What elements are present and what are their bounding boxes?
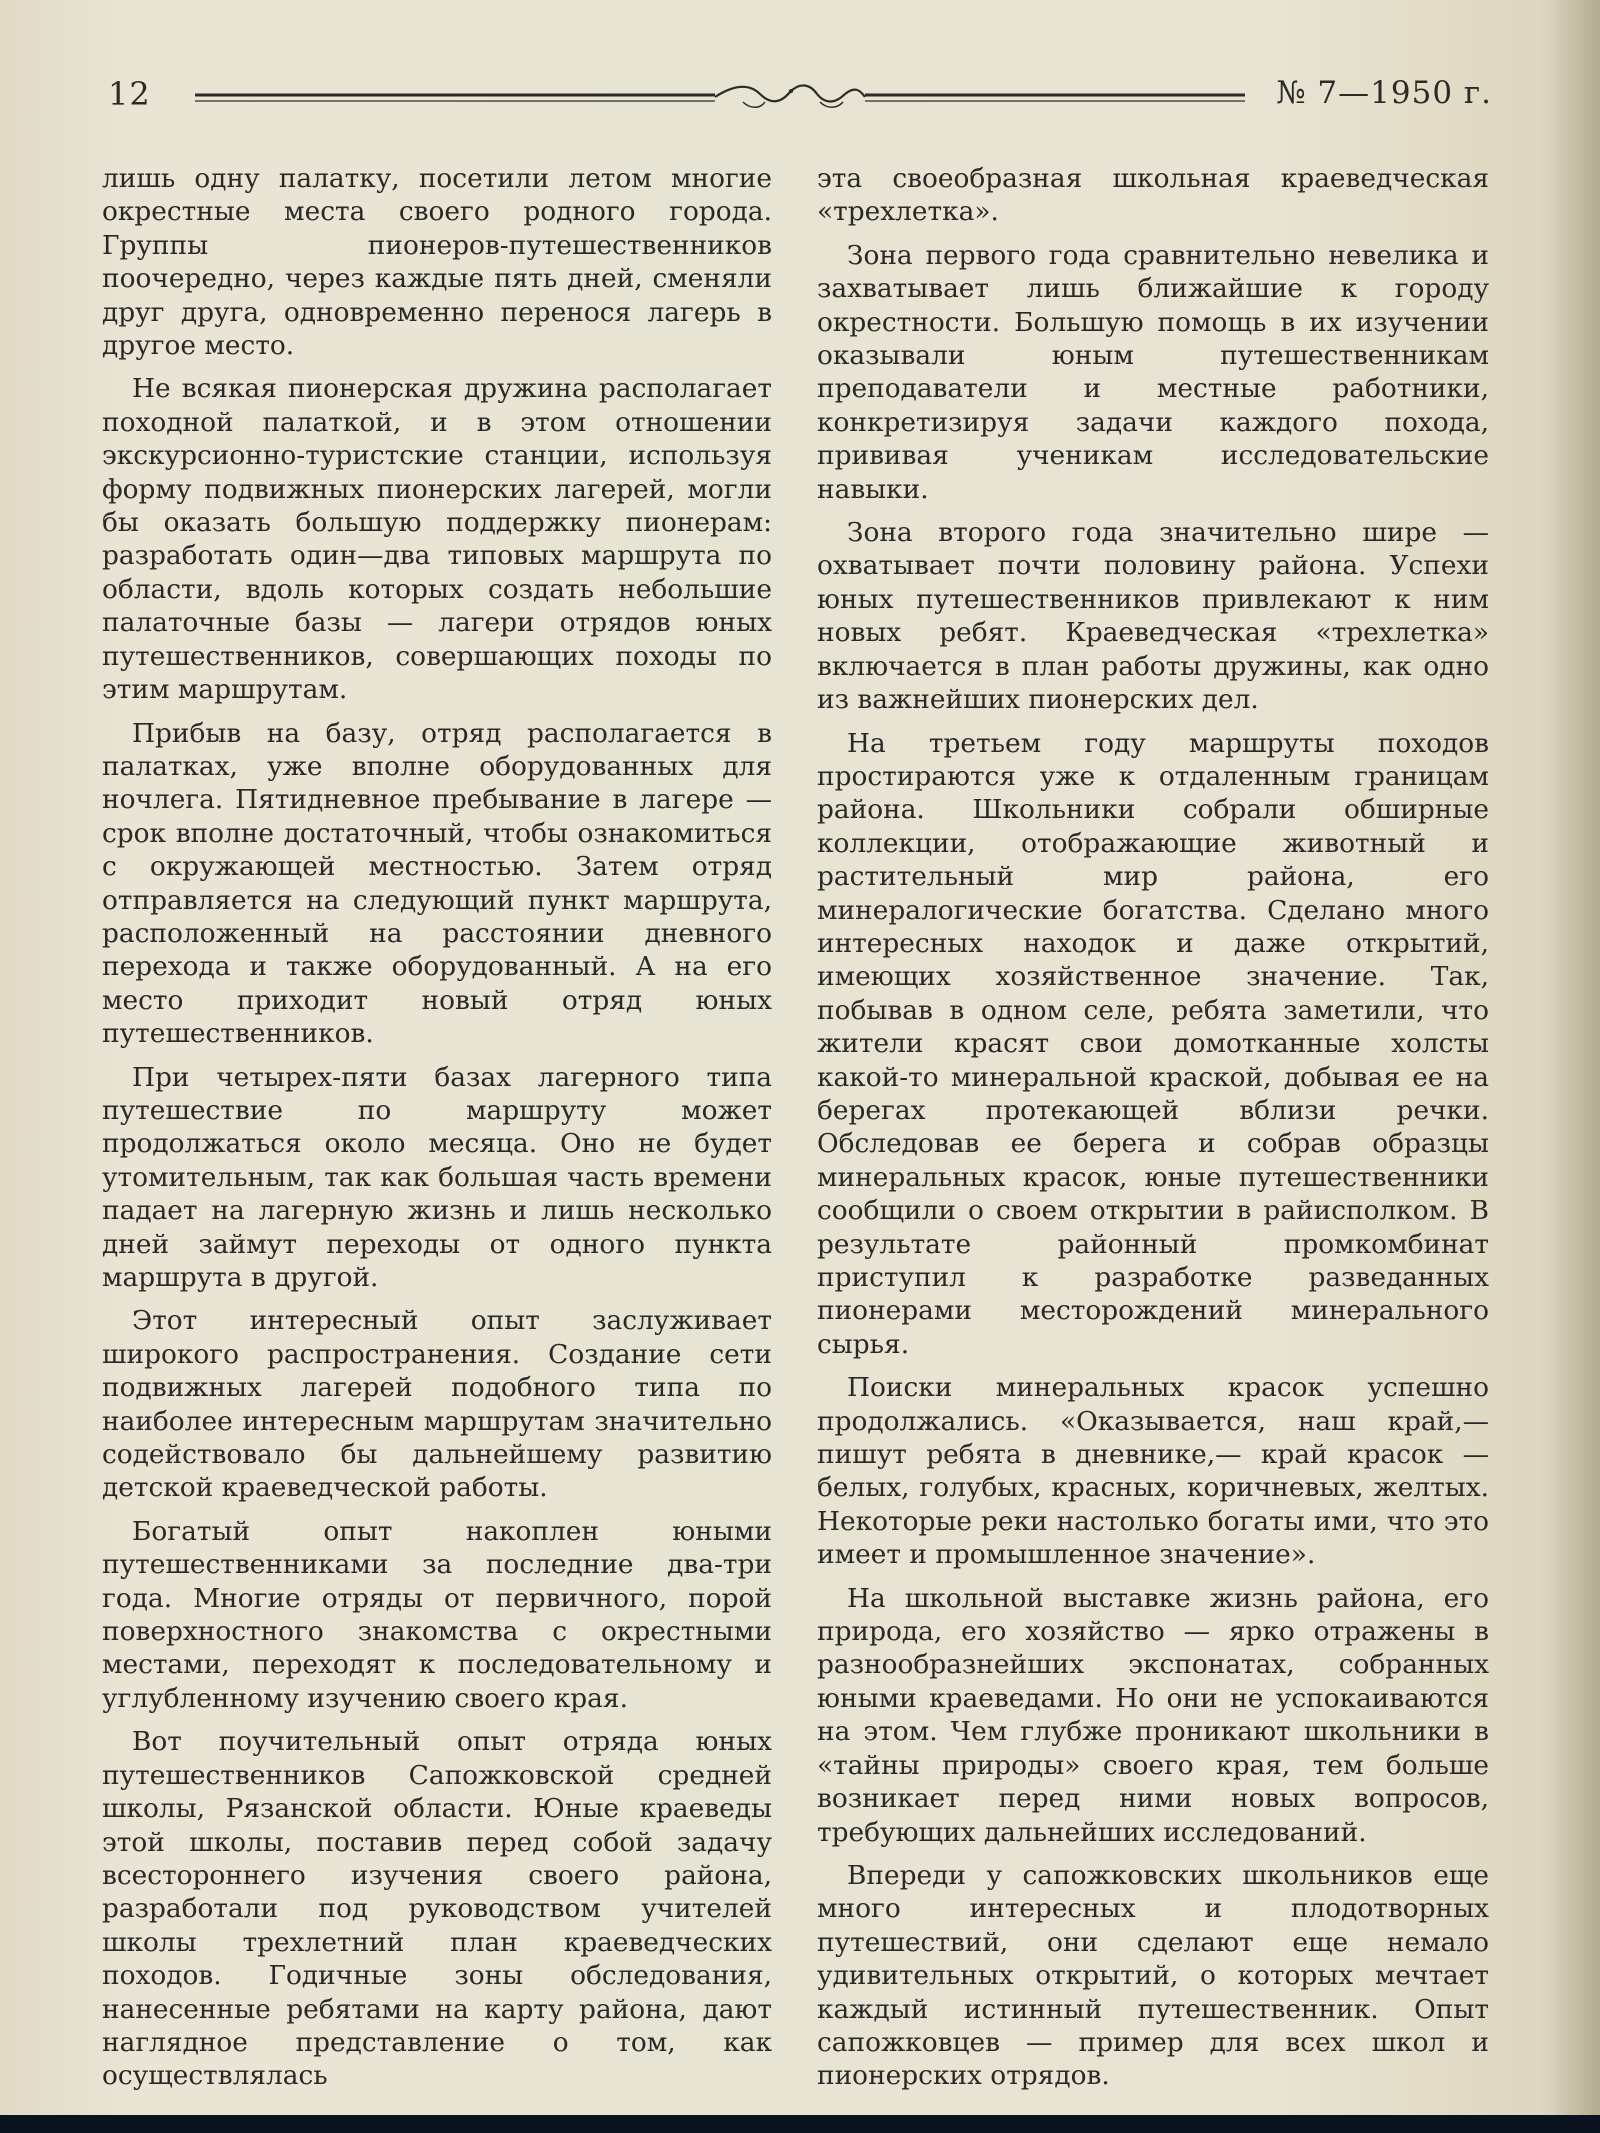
header-ornament — [195, 82, 1245, 112]
paragraph: На школьной выставке жизнь района, его природа, его хозяйство — ярко отражены в разнообразнейших экспонатах, собранных юными краеведами. Но они не успокаиваются на этом. Чем глубже проникают школьники в «тайны природы» своего края, тем больше возникает перед ними новых вопросов, требующих дальнейших исследований. — [817, 1582, 1489, 1848]
paragraph: При четырех-пяти базах лагерного типа путешествие по маршруту может продолжаться около месяца. Оно не будет утомительным, так как большая часть времени падает на лагерную жизнь и лишь несколько дней займут переходы от одного пункта маршрута в другой. — [102, 1061, 772, 1293]
right-column — [817, 162, 1489, 2103]
paragraph: Этот интересный опыт заслуживает широкого распространения. Создание сети подвижных лагерей подобного типа по наиболее интересным маршрутам значительно содействовало бы дальнейшему развитию детской краеведческой работы. — [102, 1305, 772, 1504]
page-header — [0, 70, 1600, 120]
paragraph: Поиски минеральных красок успешно продолжались. «Оказывается, наш край,— пишут ребята в дневнике,— край красок — белых, голубых, красных, коричневых, желтых. Некоторые реки настолько богаты ими, что это имеет и промышленное значение». — [817, 1372, 1489, 1571]
issue-number: № 7—1950 г. — [1276, 75, 1492, 111]
page-number: 12 — [108, 75, 151, 113]
paragraph: Не всякая пионерская дружина располагает походной палаткой, и в этом отношении экскурсионно-туристские станции, используя форму подвижных пионерских лагерей, могли бы оказать большую поддержку пионерам: разработать один—два типовых маршрута по области, вдоль которых создать небольшие палаточные базы — лагери отрядов юных путешественников, совершающих походы по этим маршрутам. — [102, 373, 772, 706]
paragraph: На третьем году маршруты походов простираются уже к отдаленным границам района. Школьники собрали обширные коллекции, отображающие животный и растительный мир района, его минералогические богатства. Сделано много интересных находок и даже открытий, имеющих хозяйственное значение. Так, побывав в одном селе, ребята заметили, что жители красят свои домотканные холсты какой-то минеральной краской, добывая ее на берегах протекающей вблизи речки. Обследовав ее берега и собрав образцы минеральных красок, юные путешественники сообщили о своем открытии в райисполком. В результате районный промкомбинат приступил к разработке разведанных пионерами месторождений минерального сырья. — [817, 727, 1489, 1360]
paragraph: Зона первого года сравнительно невелика и захватывает лишь ближайшие к городу окрестности. Большую помощь в их изучении оказывали юным путешественникам преподаватели и местные работники, конкретизируя задачи каждого похода, прививая ученикам исследовательские навыки. — [817, 239, 1489, 505]
paragraph: Прибыв на базу, отряд располагается в палатках, уже вполне оборудованных для ночлега. Пятидневное пребывание в лагере — срок вполне достаточный, чтобы ознакомиться с окружающей местностью. Затем отряд отправляется на следующий пункт маршрута, расположенный на расстоянии дневного перехода и также оборудованный. А на его место приходит новый отряд юных путешественников. — [102, 717, 772, 1050]
paragraph: эта своеобразная школьная краеведческая «трехлетка». — [817, 163, 1489, 228]
paragraph: лишь одну палатку, посетили летом многие окрестные места своего родного города. Группы пионеров-путешественников поочередно, через каждые пять дней, сменяли друг друга, одновременно перенося лагерь в другое место. — [102, 163, 772, 362]
paragraph: Вот поучительный опыт отряда юных путешественников Сапожковской средней школы, Рязанской области. Юные краеведы этой школы, поставив перед собой задачу всестороннего изучения своего района, разработали под руководством учителей школы трехлетний план краеведческих походов. Годичные зоны обследования, нанесенные ребятами на карту района, дают наглядное представление о том, как осуществлялась — [102, 1726, 772, 2092]
paragraph: Зона второго года значительно шире — охватывает почти половину района. Успехи юных путешественников привлекают к ним новых ребят. Краеведческая «трехлетка» включается в план работы дружины, как одно из важнейших пионерских дел. — [817, 517, 1489, 716]
paragraph: Богатый опыт накоплен юными путешественниками за последние два-три года. Многие отряды от первичного, порой поверхностного знакомства с окрестными местами, переходят к последовательному и углубленному изучению своего края. — [102, 1515, 772, 1714]
page-fold-shadow — [1540, 0, 1600, 2115]
left-column — [102, 162, 772, 2103]
paragraph: Впереди у сапожковских школьников еще много интересных и плодотворных путешествий, они сделают еще немало удивительных открытий, о которых мечтает каждый истинный путешественник. Опыт сапожковцев — пример для всех школ и пионерских отрядов. — [817, 1859, 1489, 2092]
scan-bottom-edge — [0, 2115, 1600, 2133]
